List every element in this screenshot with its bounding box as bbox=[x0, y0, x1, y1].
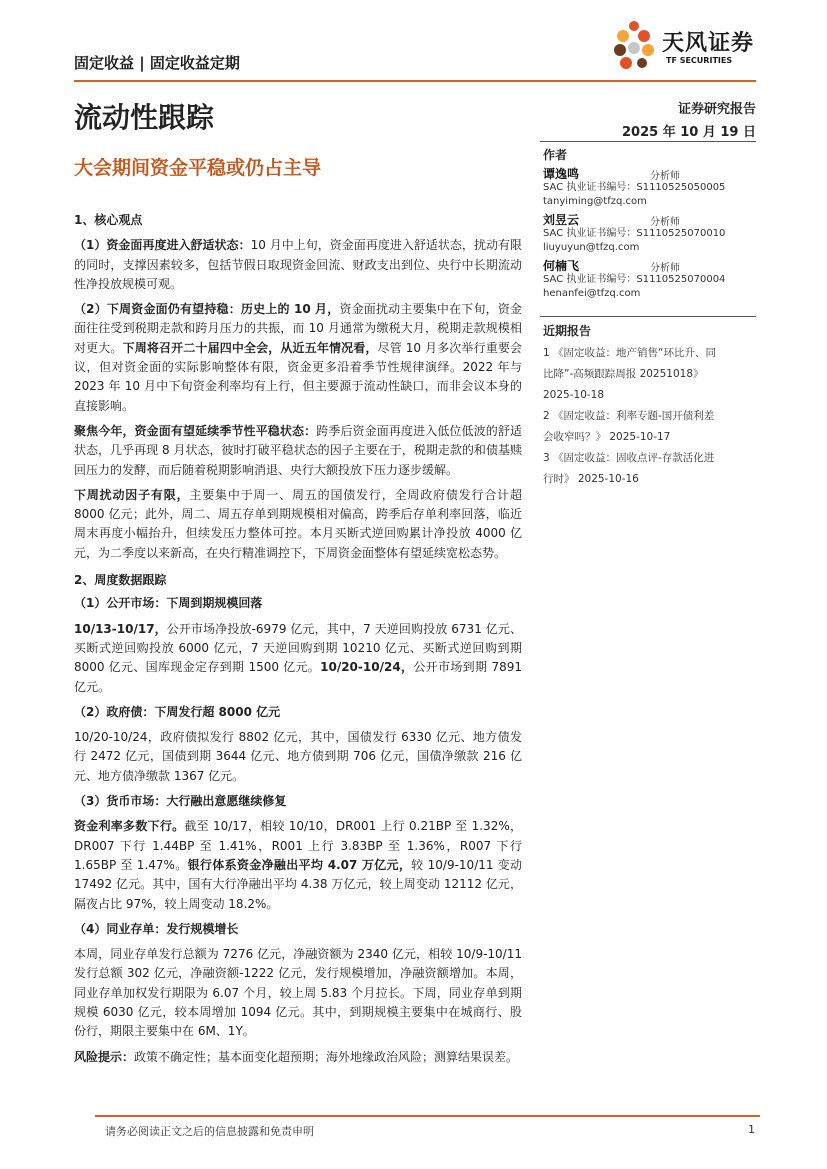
report-date: 2025 年 10 月 19 日 bbox=[622, 125, 756, 140]
recent-reports-heading: 近期报告 bbox=[543, 324, 592, 338]
author-cert: SAC 执业证书编号：S1110525050005 bbox=[543, 182, 726, 193]
section-heading: 1、核心观点 bbox=[74, 213, 143, 227]
paragraph bbox=[74, 817, 522, 913]
recent-report-item[interactable] bbox=[543, 343, 758, 406]
logo-mark-icon bbox=[612, 18, 662, 74]
paragraph-lead: 风险提示： bbox=[74, 1049, 135, 1064]
subsection-heading: （2）政府债：下周发行超 8000 亿元 bbox=[74, 704, 281, 719]
paragraph-text: 公开市场到期 7891 亿元。 bbox=[74, 660, 522, 694]
report-type: 证券研究报告 bbox=[677, 102, 756, 117]
paragraph-lead: 聚焦今年，资金面有望延续季节性平稳状态： bbox=[74, 423, 317, 438]
recent-report-list bbox=[543, 343, 758, 490]
recent-report-line: 行时》 2025-10-16 bbox=[543, 473, 639, 485]
paragraph-lead: 银行体系资金净融出平均 4.07 万亿元， bbox=[187, 857, 412, 872]
paragraph-text: 资金面扰动主要集中在下旬，资金面往往受到税期走款和跨月压力的共振，而 10 月通常为缴税大月，税期走款规模相对更大。 bbox=[74, 302, 522, 355]
main-content bbox=[74, 211, 522, 1067]
company-logo bbox=[612, 18, 762, 74]
paragraph-text: 政策不确定性；基本面变化超预期；海外地缘政治风险；测算结果误差。 bbox=[134, 1049, 519, 1064]
logo-text-en: TF SECURITIES bbox=[666, 56, 733, 65]
risk-warning bbox=[74, 1048, 522, 1067]
author-role: 分析师 bbox=[650, 171, 680, 182]
paragraph-text: 跨季后资金面再度进入低位低波的舒适状态，几乎再现 8 月状态，彼时打破平稳状态的因子主要在于，税期走款的和债基赎回压力的发酵，而后随着税期影响消退、央行大额投放下压力逐步缓解。 bbox=[74, 423, 522, 477]
author-cert: SAC 执业证书编号：S1110525070004 bbox=[543, 274, 726, 285]
subsection-heading: （3）货币市场：大行融出意愿继续修复 bbox=[74, 794, 287, 809]
author-card bbox=[543, 167, 756, 209]
author-role: 分析师 bbox=[650, 263, 680, 274]
recent-report-line: 比降”-高频跟踪周报 20251018》 bbox=[543, 368, 704, 380]
author-name: 刘昱云 bbox=[543, 213, 580, 227]
paragraph-lead: 下周扰动因子有限， bbox=[74, 487, 190, 502]
footer-disclaimer: 请务必阅读正文之后的信息披露和免责申明 bbox=[105, 1125, 314, 1138]
recent-report-line: 1 《固定收益：地产销售“环比升、同 bbox=[543, 347, 716, 359]
paragraph-text: 公开市场净投放-6979 亿元，其中，7 天逆回购投放 6731 亿元、买断式逆回购投放 6000 亿元，7 天逆回购到期 10210 亿元、买断式逆回购到期 8000 亿元、国库现金定存到期 1500 亿元。 bbox=[74, 621, 522, 675]
subsection-heading: （1）公开市场：下周到期规模回落 bbox=[74, 596, 263, 611]
logo-text-cn: 天风证券 bbox=[662, 31, 755, 56]
page-subtitle: 大会期间资金平稳或仍占主导 bbox=[74, 157, 322, 179]
recent-report-line: 2 《固定收益：利率专题-国开债利差 bbox=[543, 410, 715, 422]
authors-heading: 作者 bbox=[543, 148, 568, 162]
paragraph-lead: 资金利率多数下行。 bbox=[74, 819, 185, 834]
recent-report-line: 3 《固定收益：固收点评-存款活化进 bbox=[543, 452, 715, 464]
paragraph-lead: 下周将召开二十届四中全会，从近五年情况看， bbox=[122, 340, 378, 355]
paragraph-text: 截至 10/17，相较 10/10，DR001 上行 0.21BP 至 1.32%，DR007 下行 1.44BP 至 1.41%，R001 上行 3.83BP 至 1.36%，R007 下行 1.65BP 至 1.47%。 bbox=[74, 819, 522, 872]
paragraph: 本周，同业存单发行总额为 7276 亿元，净融资额为 2340 亿元，相较 10/9-10/11 发行总额 302 亿元，净融资额-1222 亿元，发行规模增加，净融资额增加。本周，同业存单加权发行期限为 6.07 个月，较上周 5.83 个月拉长。下周，同业存单到期规模 6030 亿元，较本周增加 1094 亿元。其中，到期规模主要集中在城商行、股份行，期限主要集中在 6M、1Y。 bbox=[74, 947, 522, 1039]
paragraph-lead: 10/20-10/24， bbox=[320, 660, 414, 675]
paragraph-lead: （2）下周资金面仍有望持稳：历史上的 10 月， bbox=[74, 302, 340, 317]
footer-divider bbox=[95, 1115, 760, 1117]
paragraph-text: 主要集中于周一、周五的国债发行，全周政府债发行合计超 8000 亿元；此外，周二、周五存单到期规模相对偏高，跨季后存单利率回落，临近周末再度小幅抬升，但续发压力整体可控。本月买断式逆回购累计净投放 4000 亿元，为二季度以来新高，在央行精准调控下，下周资金面整体有望延续宽松态势。 bbox=[74, 487, 522, 560]
paragraph-text: 10 月中上旬，资金面再度进入舒适状态，扰动有限的同时，支撑因素较多，包括节假日取现资金回流、财政支出到位、央行中长期流动性净投放规模可观。 bbox=[74, 238, 522, 291]
author-card bbox=[543, 259, 756, 301]
paragraph bbox=[74, 620, 522, 697]
subsection-heading: （4）同业存单：发行规模增长 bbox=[74, 921, 239, 936]
author-card bbox=[543, 213, 756, 255]
author-email[interactable]: tanyiming@tfzq.com bbox=[543, 196, 647, 207]
author-name: 谭逸鸣 bbox=[543, 167, 580, 181]
recent-report-date: 2025-10-18 bbox=[543, 389, 605, 401]
section-heading: 2、周度数据跟踪 bbox=[74, 573, 167, 588]
paragraph-lead: 10/13-10/17， bbox=[74, 621, 167, 636]
author-email[interactable]: liuyuyun@tfzq.com bbox=[543, 242, 640, 253]
paragraph-lead: （1）资金面再度进入舒适状态： bbox=[74, 238, 251, 253]
author-cert: SAC 执业证书编号：S1110525070010 bbox=[543, 228, 726, 239]
page-title: 流动性跟踪 bbox=[74, 101, 215, 134]
paragraph bbox=[74, 300, 522, 416]
author-role: 分析师 bbox=[650, 217, 680, 228]
recent-report-item[interactable] bbox=[543, 406, 758, 448]
sidebar-divider bbox=[540, 141, 756, 142]
paragraph-text: 尽管 10 月多次举行重要会议，但对资金面的实际影响整体有限，资金更多沿着季节性规律演绎。2022 年与 2023 年 10 月中下旬资金利率均有上行，但主要源于流动性缺口，而非会议本身的直接影响。 bbox=[74, 340, 522, 413]
paragraph-text: 较 10/9-10/11 变动 17492 亿元。其中，国有大行净融出平均 4.38 万亿元，较上周变动 12112 亿元，隔夜占比 97%，较上周变动 18.2%。 bbox=[74, 857, 522, 911]
report-category: 固定收益 | 固定收益定期 bbox=[74, 54, 240, 72]
paragraph bbox=[74, 422, 522, 480]
paragraph bbox=[74, 236, 522, 294]
paragraph bbox=[74, 486, 522, 563]
sidebar-divider bbox=[540, 316, 756, 317]
author-name: 何楠飞 bbox=[543, 259, 580, 273]
author-email[interactable]: henanfei@tfzq.com bbox=[543, 288, 641, 299]
header-divider bbox=[74, 80, 756, 82]
paragraph: 10/20-10/24，政府债拟发行 8802 亿元，其中，国债发行 6330 亿元、地方债发行 2472 亿元，国债到期 3644 亿元、地方债到期 706 亿元，国债净缴款 216 亿元、地方债净缴款 1367 亿元。 bbox=[74, 730, 522, 783]
recent-report-line: 会收窄吗？》 2025-10-17 bbox=[543, 431, 671, 443]
page-number: 1 bbox=[748, 1123, 755, 1136]
recent-report-item[interactable] bbox=[543, 448, 758, 490]
